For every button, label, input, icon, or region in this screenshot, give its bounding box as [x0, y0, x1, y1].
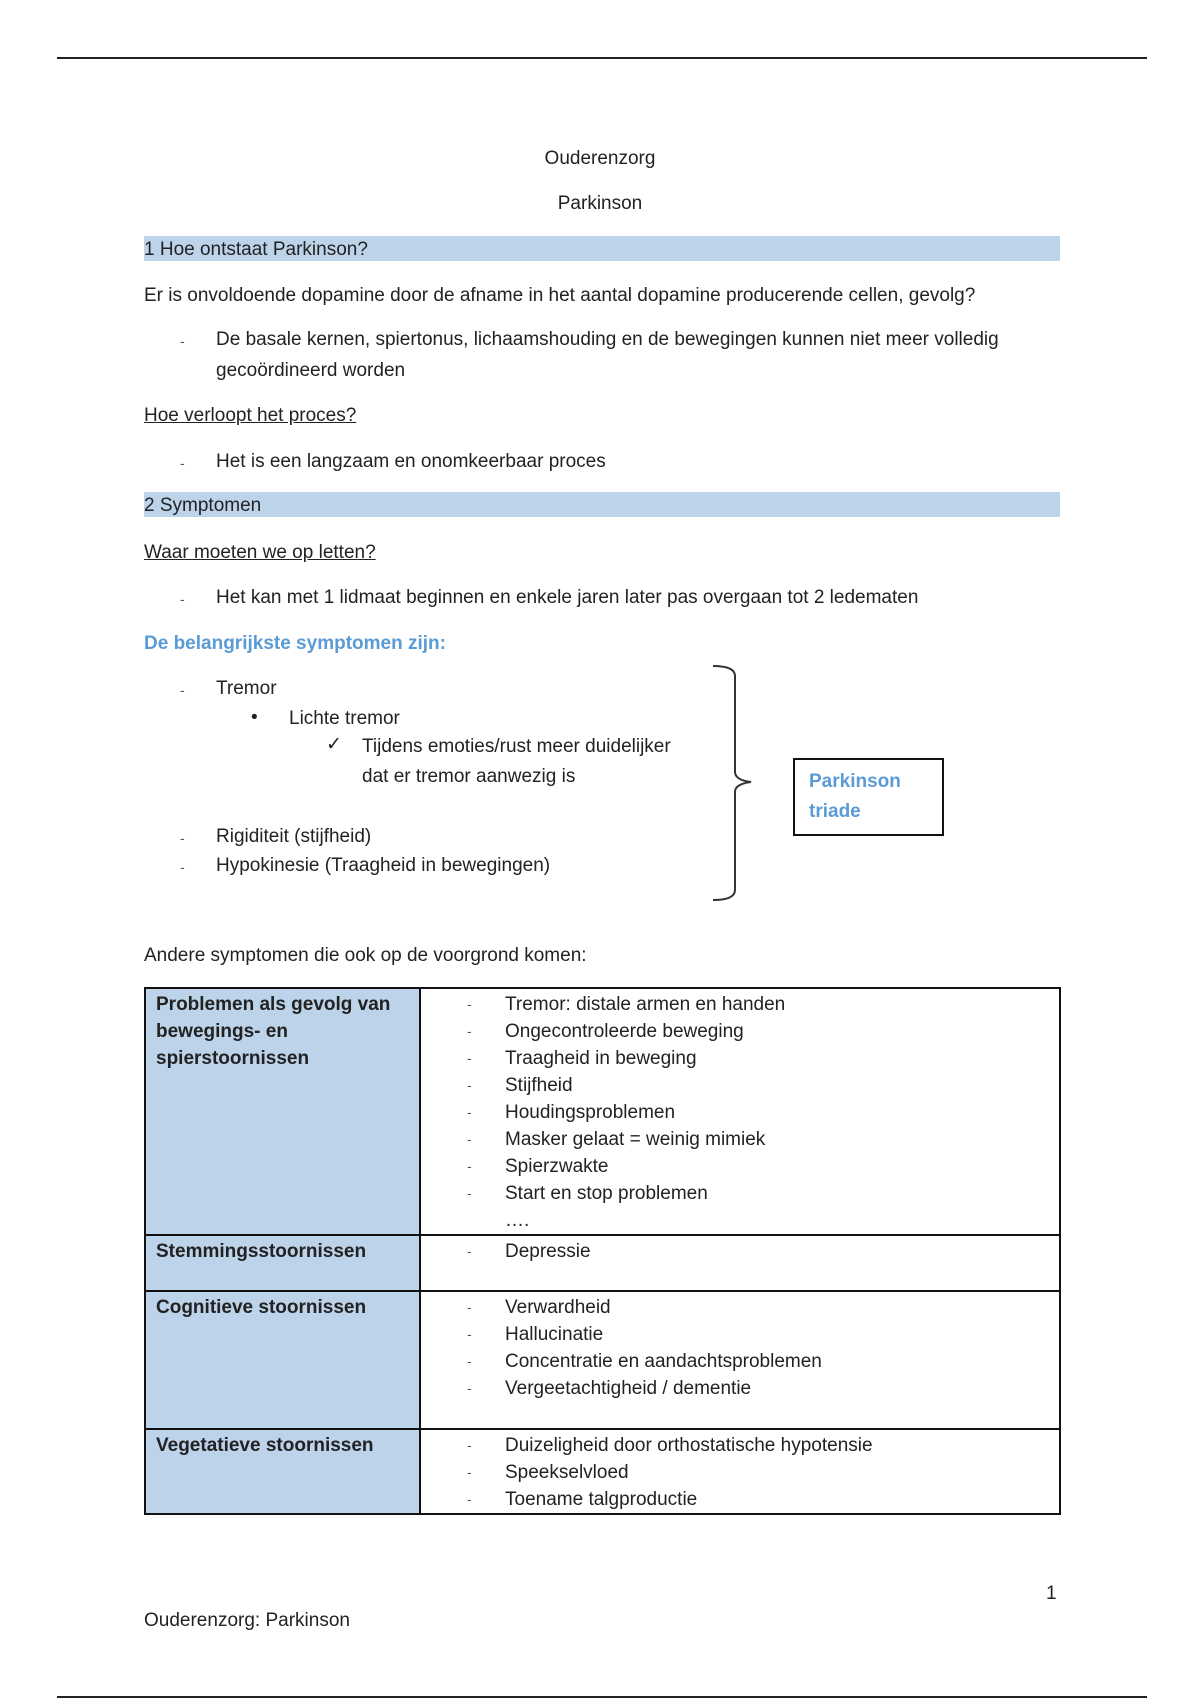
table-category: Cognitieve stoornissen	[145, 1291, 420, 1429]
section-heading-1-text: 1 Hoe ontstaat Parkinson?	[144, 239, 368, 260]
list-item: - Duizeligheid door orthostatische hypotensie	[467, 1435, 873, 1456]
list-item: - Vergeetachtigheid / dementie	[467, 1378, 752, 1399]
right-brace-icon	[705, 660, 765, 910]
table-items	[420, 1291, 1060, 1429]
table-row	[145, 1235, 1060, 1291]
symptom-light-tremor: Lichte tremor	[289, 708, 400, 729]
triad-label: triade	[809, 801, 861, 822]
list-item: - Depressie	[467, 1241, 591, 1262]
symptom-rigidity: Rigiditeit (stijfheid)	[216, 826, 372, 847]
checkmark-icon: ✓	[326, 734, 342, 755]
intro-text: Er is onvoldoende dopamine door de afname in het aantal dopamine producerende cellen, gevolg?	[144, 285, 976, 306]
list-item: - Masker gelaat = weinig mimiek	[467, 1129, 766, 1150]
table-category: Stemmingsstoornissen	[145, 1235, 420, 1291]
table-items	[420, 1235, 1060, 1291]
bullet-text: De basale kernen, spiertonus, lichaamshouding en de bewegingen kunnen niet meer volledig	[216, 329, 999, 350]
other-symptoms-intro: Andere symptomen die ook op de voorgrond komen:	[144, 945, 587, 966]
check-text: Tijdens emoties/rust meer duidelijker	[362, 736, 671, 757]
list-item: - Tremor: distale armen en handen	[467, 994, 786, 1015]
check-text: dat er tremor aanwezig is	[362, 766, 576, 787]
dash-bullet: -	[180, 455, 185, 471]
page-footer: Ouderenzorg: Parkinson	[144, 1610, 350, 1631]
footer-rule	[57, 1696, 1147, 1698]
list-item: - Verwardheid	[467, 1297, 611, 1318]
list-item: - Houdingsproblemen	[467, 1102, 676, 1123]
list-item: - Speekselvloed	[467, 1462, 629, 1483]
subheading-process: Hoe verloopt het proces?	[144, 405, 357, 426]
dash-bullet: -	[180, 333, 185, 349]
section-heading-1	[144, 236, 1060, 261]
document-subtitle: Parkinson	[557, 193, 643, 214]
list-item: - Concentratie en aandachtsproblemen	[467, 1351, 822, 1372]
dash-bullet: -	[180, 591, 185, 607]
dash-bullet: -	[180, 859, 185, 875]
bullet-dot-icon: •	[251, 707, 258, 728]
table-row	[145, 988, 1060, 1235]
list-item: - Ongecontroleerde beweging	[467, 1021, 744, 1042]
table-row	[145, 1291, 1060, 1429]
section-heading-2-text: 2 Symptomen	[144, 495, 262, 516]
page-number: 1	[1046, 1583, 1057, 1604]
section-heading-2	[144, 492, 1060, 517]
symptom-hypokinesia: Hypokinesie (Traagheid in bewegingen)	[216, 855, 551, 876]
table-category: Problemen als gevolg van bewegings- en spierstoornissen	[145, 988, 420, 1235]
table-items	[420, 988, 1060, 1235]
symptoms-table	[144, 987, 1061, 1515]
symptom-tremor: Tremor	[216, 678, 277, 699]
bullet-text: Het kan met 1 lidmaat beginnen en enkele jaren later pas overgaan tot 2 ledematen	[216, 587, 919, 608]
list-item: - Stijfheid	[467, 1075, 573, 1096]
list-item: - Toename talgproductie	[467, 1489, 698, 1510]
document-title: Ouderenzorg	[544, 148, 656, 169]
triad-label: Parkinson	[809, 771, 901, 792]
table-category: Vegetatieve stoornissen	[145, 1429, 420, 1514]
key-symptoms-heading: De belangrijkste symptomen zijn:	[144, 633, 446, 654]
list-item: - Traagheid in beweging	[467, 1048, 697, 1069]
list-item: - Hallucinatie	[467, 1324, 604, 1345]
list-item: - Start en stop problemen	[467, 1183, 708, 1204]
subheading-watch: Waar moeten we op letten?	[144, 542, 376, 563]
list-item: - Spierzwakte	[467, 1156, 609, 1177]
parkinson-triad-box	[793, 758, 944, 836]
dash-bullet: -	[180, 682, 185, 698]
dash-bullet: -	[180, 830, 185, 846]
list-ellipsis: ….	[505, 1210, 530, 1231]
table-items	[420, 1429, 1060, 1514]
bullet-text: Het is een langzaam en onomkeerbaar proces	[216, 451, 606, 472]
bullet-text: gecoördineerd worden	[216, 360, 406, 381]
table-row	[145, 1429, 1060, 1514]
header-rule	[57, 57, 1147, 59]
